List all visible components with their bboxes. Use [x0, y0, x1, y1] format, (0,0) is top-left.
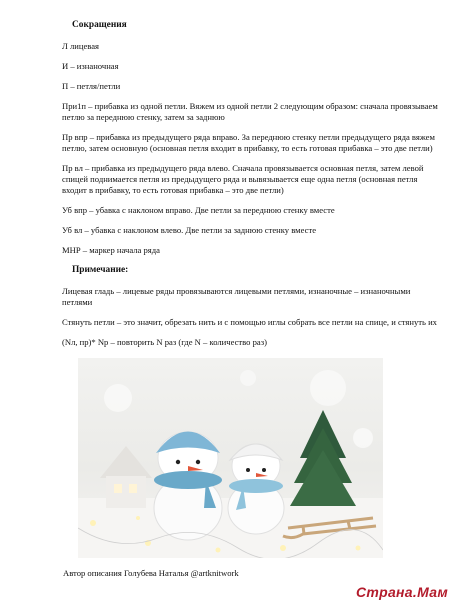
- snowman-white-hat-icon: [228, 444, 284, 534]
- photo-caption: Автор описания Голубева Наталья @artknitwork: [63, 568, 239, 578]
- snowman-blue-hat-icon: [154, 432, 222, 541]
- abbreviations-heading: Сокращения: [72, 20, 127, 30]
- abbr-line-6: Пр вл – прибавка из предыдущего ряда влево. Сначала провязывается основная петля, затем левой спицей поднимается петля из предыдущего ряда и вывязывается еще одна петля (основная петля входит в прибавку, то есть готовая прибавка – это две петли): [62, 163, 424, 195]
- site-watermark: [356, 584, 448, 600]
- abbr-line-7: Уб впр – убавка с наклоном вправо. Две петли за переднюю стенку вместе: [62, 205, 335, 215]
- watermark-dot: .: [412, 584, 418, 600]
- abbr-line-8: Уб вл – убавка с наклоном влево. Две петли за заднюю стенку вместе: [62, 225, 317, 235]
- abbr-line-2: И – изнаночная: [62, 61, 119, 71]
- tree-icon: [290, 410, 356, 506]
- abbr-line-3: П – петля/петли: [62, 81, 121, 91]
- abbr-line-5: Пр впр – прибавка из предыдущего ряда вправо. За переднюю стенку петли предыдущего ряда вяжем петлю, затем основную (основная петля входит в прибавку, то есть готовая прибавка – это две петли): [62, 132, 435, 153]
- watermark-part-a: Страна: [355, 584, 413, 600]
- house-icon: [100, 446, 152, 508]
- note-line-3: (Nл, пр)* Nр – повторить N раз (где N – количество раз): [62, 337, 267, 347]
- watermark-part-b: Мам: [417, 584, 448, 600]
- document-body: [62, 20, 442, 357]
- abbr-line-4: При1п – прибавка из одной петли. Вяжем из одной петли 2 следующим образом: сначала провязываем петлю за переднюю стенку, затем за заднюю: [62, 101, 438, 122]
- note-heading: Примечание:: [72, 265, 129, 275]
- note-line-2: Стянуть петли – это значит, обрезать нить и с помощью иглы собрать все петли на спице, и стянуть их: [62, 317, 437, 327]
- note-line-1: Лицевая гладь – лицевые ряды провязываются лицевыми петлями, изнаночные – изнаночными петлями: [62, 286, 411, 307]
- abbr-line-9: МНР – маркер начала ряда: [62, 245, 160, 255]
- knitted-snowmen-photo: [78, 358, 383, 558]
- abbr-line-1: Л лицевая: [62, 41, 99, 51]
- photo-illustration: [78, 358, 383, 558]
